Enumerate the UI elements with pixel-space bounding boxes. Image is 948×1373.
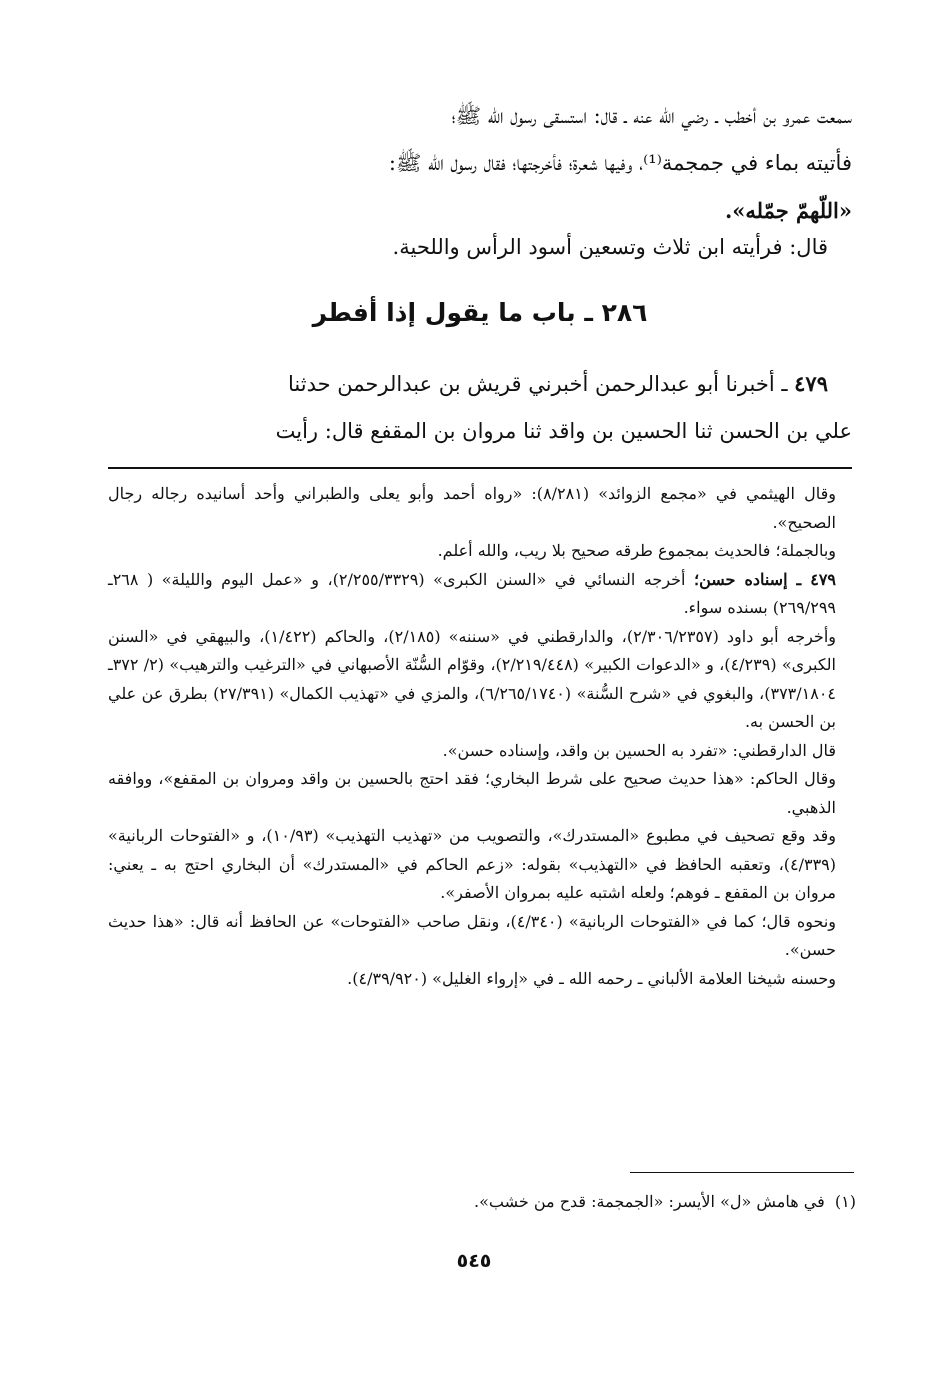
note-paragraph: وقال الحاكم: «هذا حديث صحيح على شرط البخاري؛ فقد احتج بالحسين بن واقد ومروان بن المقفع»، ووافقه الذهبي. — [108, 769, 836, 817]
note-paragraph: وقد وقع تصحيف في مطبوع «المستدرك»، والتصويب من «تهذيب التهذيب» (١٠/٩٣)، و «الفتوحات الربانية» (٤/٣٣٩)، وتعقبه الحافظ في «التهذيب» بقوله: «زعم الحاكم في «المستدرك» أن البخاري احتج به ـ يعني: مروان بن المقفع ـ فوهم؛ ولعله اشتبه عليه بمروان الأصفر». — [108, 826, 837, 902]
hadith-text — [108, 360, 852, 455]
notes-section — [108, 480, 860, 993]
main-line-1: سمعت عمرو بن أخطب ـ رضي الله عنه ـ قال: استسقى رسول الله ﷺ؛ — [451, 104, 852, 128]
main-line-3: «اللّهمّ جمّله». — [724, 198, 852, 223]
main-text-quote — [108, 232, 852, 262]
footnote-line — [108, 1188, 860, 1217]
note-paragraph — [108, 566, 860, 623]
note-hadith-grade: ٤٧٩ ـ إسناده حسن؛ — [694, 569, 837, 589]
note-paragraph: قال الدارقطني: «تفرد به الحسين بن واقد، وإسناده حسن». — [442, 740, 836, 760]
note-paragraph: وحسنه شيخنا العلامة الألباني ـ رحمه الله ـ في «إرواء الغليل» (٤/٣٩/٩٢٠). — [347, 968, 836, 988]
footnote-text: في هامش «ل» الأيسر: «الجمجمة: قدح من خشب». — [474, 1192, 825, 1211]
footnote-separator — [630, 1172, 854, 1173]
hadith-number: ٤٧٩ — [794, 371, 828, 396]
footnote — [108, 1188, 860, 1217]
footnote-marker: (١) — [834, 1192, 856, 1211]
note-paragraph: وقال الهيثمي في «مجمع الزوائد» (٨/٢٨١): «رواه أحمد وأبو يعلى والطبراني وأحد أسانيده رجاله رجال الصحيح». — [108, 484, 837, 532]
hadith-line-2: علي بن الحسن ثنا الحسين بن واقد ثنا مروان بن المقفع قال: رأيت — [275, 419, 852, 443]
hadith-line-1-text: ـ أخبرنا أبو عبدالرحمن أخبرني قريش بن عبدالرحمن حدثنا — [288, 372, 795, 396]
note-paragraph: وأخرجه أبو داود (٢/٣٠٦/٢٣٥٧)، والدارقطني في «سننه» (٢/١٨٥)، والحاكم (١/٤٢٢)، والبيهقي في «السنن الكبرى» (٤/٢٣٩)، و «الدعوات الكبير» (٢/٢١٩/٤٤٨)، وقوّام السُّنّة الأصبهاني في «الترغيب والترهيب» (٢/ ٣٧٢ـ ٣٧٣/١٨٠٤)، والبغوي في «شرح السُّنة» (٦/٢٦٥/١٧٤٠)، والمزي في «تهذيب الكمال» (٢٧/٣٩١) بطرق عن علي بن الحسن به. — [108, 626, 837, 731]
hadith-line-1 — [108, 360, 852, 408]
main-line-4: قال: فرأيته ابن ثلاث وتسعين أسود الرأس واللحية. — [392, 235, 828, 259]
main-line-2: فأتيته بماء في جمجمة⁽¹⁾، وفيها شعرة؛ فأخرجتها؛ فقال رسول الله ﷺ: — [388, 151, 852, 175]
note-paragraph: ونحوه قال؛ كما في «الفتوحات الربانية» (٤/٣٤٠)، ونقل صاحب «الفتوحات» عن الحافظ أنه قال: «هذا حديث حسن». — [108, 911, 836, 959]
chapter-heading: ٢٨٦ ـ باب ما يقول إذا أفطر — [312, 298, 648, 327]
notes-separator — [108, 467, 852, 469]
main-text-top — [108, 93, 852, 234]
page-number: ٥٤٥ — [456, 1250, 492, 1272]
note-text: أخرجه النسائي في «السنن الكبرى» (٢/٢٥٥/٣٣٢٩)، و «عمل اليوم والليلة» ( ٢٦٨ـ ٢٦٩/٢٩٩) بسنده سواء. — [108, 569, 836, 617]
note-paragraph: وبالجملة؛ فالحديث بمجموع طرقه صحيح بلا ريب، والله أعلم. — [437, 541, 836, 560]
